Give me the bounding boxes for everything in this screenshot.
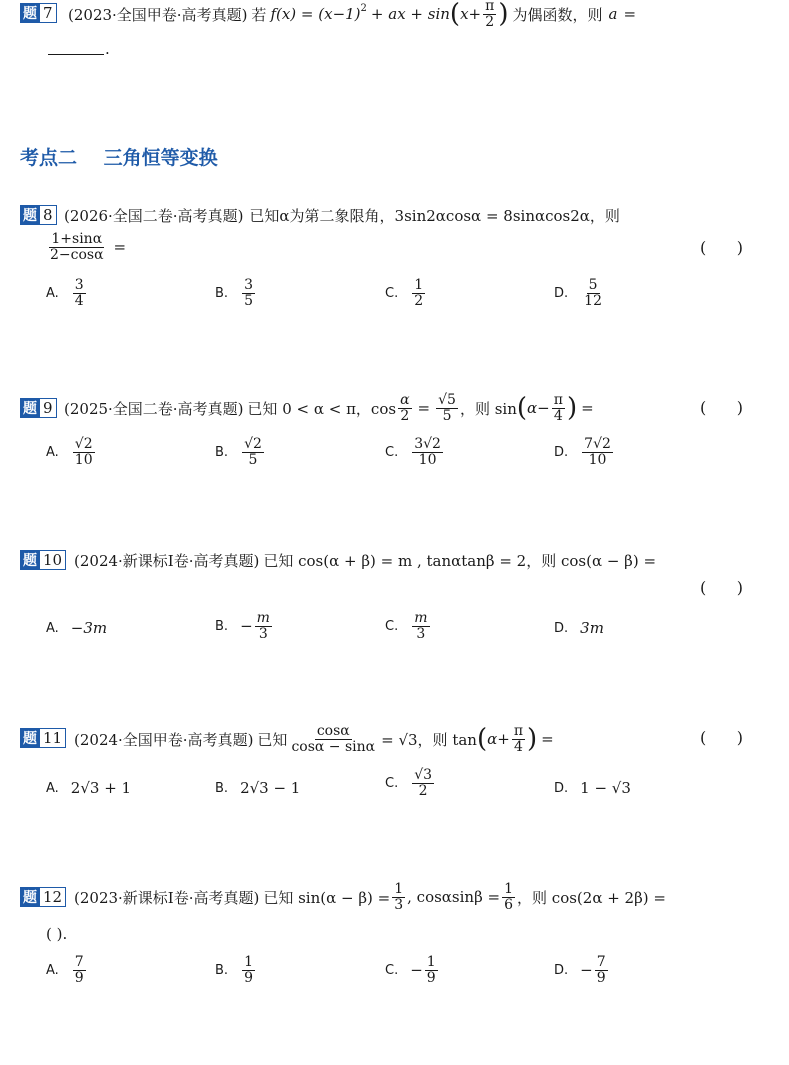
fraction-denominator: 10 <box>74 451 93 468</box>
option-c[interactable] <box>385 437 445 467</box>
option-sign: − <box>580 961 593 980</box>
fraction-numerator: π <box>485 0 495 14</box>
math-fraction <box>392 882 405 912</box>
option-d[interactable] <box>554 437 615 467</box>
fraction-denominator: 12 <box>584 292 602 309</box>
paren-open: ( <box>476 724 488 754</box>
paren-open: ( <box>516 393 528 423</box>
fraction-denominator: 6 <box>504 896 514 913</box>
fraction-denominator: 3 <box>416 625 426 642</box>
math-fraction <box>512 724 525 754</box>
question-10-stem <box>74 549 656 571</box>
question-9-badge <box>20 398 57 418</box>
option-c[interactable] <box>385 611 432 641</box>
fraction-numerator: 7 <box>596 954 606 970</box>
fraction-denominator: 3 <box>258 625 268 642</box>
fraction-denominator: 9 <box>74 969 84 986</box>
paren-close: ) <box>498 0 509 29</box>
fraction-numerator: 1 <box>504 880 514 897</box>
math-fraction <box>398 393 411 423</box>
fraction-denominator: 4 <box>513 738 523 755</box>
fraction-numerator: √5 <box>438 391 456 408</box>
fraction-numerator: 3 <box>244 277 253 293</box>
math-fraction <box>242 278 255 308</box>
option-label: B. <box>215 285 229 301</box>
question-8-expression <box>46 232 126 262</box>
math-var: a <box>608 5 618 23</box>
option-label: B. <box>215 618 229 634</box>
fraction-denominator: 9 <box>244 969 253 986</box>
question-7-stem <box>68 0 637 30</box>
math-fraction <box>483 0 496 29</box>
math-expr: α+ <box>487 730 510 748</box>
fraction-denominator: 9 <box>596 969 606 986</box>
question-11-badge <box>20 728 66 748</box>
option-d[interactable] <box>554 777 631 799</box>
math-fraction <box>436 393 458 423</box>
option-sign: − <box>410 961 423 980</box>
question-number: 12 <box>40 887 66 907</box>
question-9-stem <box>64 388 594 428</box>
question-12-stem <box>74 877 666 917</box>
math-fraction <box>582 437 613 467</box>
fraction-numerator: 5 <box>588 277 598 293</box>
option-label: D. <box>554 620 569 636</box>
fraction-denominator: 4 <box>553 407 563 424</box>
option-label: A. <box>46 780 59 796</box>
option-d[interactable] <box>554 955 610 985</box>
fraction-numerator: √2 <box>74 436 93 452</box>
answer-bracket[interactable]: ( ) <box>700 238 743 257</box>
question-number: 8 <box>40 205 57 225</box>
fraction-denominator: 2 <box>414 292 424 309</box>
math-fraction <box>255 611 272 641</box>
fraction-denominator: 5 <box>442 407 452 424</box>
question-7-badge <box>20 3 57 23</box>
question-8-stem <box>64 204 620 226</box>
option-text: −3m <box>70 619 108 637</box>
question-source: (2023·新课标I卷·高考真题) <box>74 888 260 907</box>
fraction-denominator: 2 <box>485 13 495 30</box>
badge-label: 题 <box>20 3 40 23</box>
answer-bracket[interactable]: ( ) <box>700 728 743 747</box>
math-eq: = <box>417 399 431 417</box>
math-fraction <box>502 882 515 912</box>
option-b[interactable] <box>215 437 266 467</box>
question-source: (2025·全国二卷·高考真题) <box>64 399 244 418</box>
stem-text: 已知 <box>257 730 288 749</box>
question-source: (2024·新课标I卷·高考真题) <box>74 551 260 570</box>
math-expr: f(x) = (x−1) <box>270 5 361 23</box>
fraction-denominator: 2−cosα <box>50 246 104 263</box>
stem-text: ，则 sin <box>459 399 517 418</box>
question-8-badge <box>20 205 57 225</box>
question-source: (2026·全国二卷·高考真题) <box>64 206 244 225</box>
option-text: 3m <box>580 619 604 637</box>
math-fraction <box>242 437 264 467</box>
option-a[interactable] <box>46 777 131 799</box>
option-label: D. <box>554 780 569 796</box>
option-a[interactable] <box>46 617 107 639</box>
option-label: B. <box>215 780 229 796</box>
option-label: C. <box>385 444 399 460</box>
option-label: B. <box>215 962 229 978</box>
question-number: 10 <box>40 550 66 570</box>
option-label: C. <box>385 962 399 978</box>
math-expr: + ax + sin <box>370 5 450 23</box>
paren-close: ) <box>527 724 538 754</box>
answer-bracket[interactable]: ( ). <box>46 925 68 943</box>
fraction-numerator: 1+sinα <box>51 231 103 247</box>
option-b[interactable] <box>215 611 274 641</box>
stem-text: = √3，则 tan <box>381 730 477 749</box>
option-c[interactable] <box>385 955 440 985</box>
question-10-badge <box>20 550 66 570</box>
option-label: D. <box>554 962 569 978</box>
math-fraction <box>425 955 438 985</box>
option-a[interactable] <box>46 955 88 985</box>
fraction-numerator: π <box>553 391 563 408</box>
fraction-denominator: 2 <box>400 407 410 424</box>
math-fraction <box>412 278 425 308</box>
math-expr: x+ <box>460 5 482 23</box>
fraction-numerator: √3 <box>414 767 433 783</box>
fraction-denominator: 3 <box>394 896 404 913</box>
fraction-numerator: 1 <box>394 880 404 897</box>
option-a[interactable] <box>46 278 88 308</box>
math-fraction <box>552 393 565 423</box>
math-fraction <box>73 437 95 467</box>
math-fraction <box>412 611 429 641</box>
fraction-numerator: π <box>513 722 524 739</box>
fraction-numerator: 7√2 <box>584 436 611 452</box>
period: . <box>105 40 110 58</box>
option-label: A. <box>46 620 59 636</box>
fraction-numerator: α <box>400 391 410 408</box>
section-title: 三角恒等变换 <box>103 147 218 169</box>
option-label: A. <box>46 962 59 978</box>
option-label: A. <box>46 285 59 301</box>
badge-label: 题 <box>20 550 40 570</box>
math-eq: = <box>113 238 127 257</box>
stem-text: , cosαsinβ = <box>407 888 501 906</box>
fraction-denominator: 4 <box>74 292 84 309</box>
math-fraction <box>595 955 608 985</box>
stem-text: 已知 sin(α − β) = <box>263 888 391 907</box>
fraction-numerator: √2 <box>244 436 262 452</box>
fraction-denominator: 2 <box>418 782 428 799</box>
option-text: 1 − √3 <box>580 779 631 797</box>
fraction-numerator: 1 <box>426 954 436 970</box>
question-source: (2023·全国甲卷·高考真题) <box>68 5 248 24</box>
option-label: C. <box>385 618 399 634</box>
math-eq: = <box>581 399 594 417</box>
fraction-numerator: cosα <box>316 722 350 739</box>
fraction-numerator: m <box>256 610 270 626</box>
stem-text: 为偶函数，则 <box>512 5 603 24</box>
option-d[interactable] <box>554 617 604 639</box>
fraction-numerator: 3 <box>74 277 84 293</box>
stem-text: 已知 cos(α + β) = m , tanαtanβ = 2，则 cos(α − β) = <box>263 551 657 570</box>
question-source: (2024·全国甲卷·高考真题) <box>74 730 254 749</box>
option-d[interactable] <box>554 278 606 308</box>
fraction-denominator: cosα − sinα <box>291 738 376 755</box>
fraction-denominator: 5 <box>248 451 258 468</box>
fraction-numerator: m <box>414 610 428 626</box>
option-sign: − <box>240 617 253 636</box>
math-fraction <box>412 768 434 798</box>
math-eq: = <box>623 5 637 23</box>
option-label: C. <box>385 285 399 301</box>
answer-bracket[interactable]: ( ) <box>700 578 743 597</box>
fraction-denominator: 10 <box>418 451 437 468</box>
option-b[interactable] <box>215 955 257 985</box>
option-label: A. <box>46 444 59 460</box>
stem-text: 已知α为第二象限角，3sin2αcosα = 8sinαcos2α，则 <box>249 206 620 225</box>
option-label: B. <box>215 444 229 460</box>
paren-close: ) <box>566 393 578 423</box>
badge-label: 题 <box>20 887 40 907</box>
question-number: 11 <box>40 728 66 748</box>
math-fraction <box>242 955 255 985</box>
option-b[interactable] <box>215 278 257 308</box>
question-number: 9 <box>40 398 57 418</box>
answer-bracket[interactable]: ( ) <box>700 398 743 417</box>
option-label: C. <box>385 775 399 791</box>
math-expr: α− <box>527 399 550 417</box>
option-text: 2√3 − 1 <box>240 779 301 797</box>
answer-blank[interactable] <box>48 54 104 55</box>
math-fraction <box>73 955 86 985</box>
fraction-numerator: 1 <box>244 954 253 970</box>
option-a[interactable] <box>46 437 97 467</box>
stem-text: ，则 cos(2α + 2β) = <box>517 888 666 907</box>
math-eq: = <box>541 730 554 748</box>
math-fraction <box>289 724 377 754</box>
math-fraction <box>73 278 86 308</box>
math-fraction <box>48 232 106 262</box>
fraction-denominator: 10 <box>588 451 607 468</box>
option-b[interactable] <box>215 777 300 799</box>
option-c[interactable] <box>385 768 436 798</box>
question-number: 7 <box>40 3 57 23</box>
stem-text: 已知 0 < α < π，cos <box>247 399 397 418</box>
fraction-numerator: 1 <box>414 277 424 293</box>
math-fraction <box>582 278 604 308</box>
fraction-numerator: 7 <box>74 954 84 970</box>
badge-label: 题 <box>20 728 40 748</box>
question-12-badge <box>20 887 66 907</box>
fraction-denominator: 9 <box>426 969 436 986</box>
stem-text: 若 <box>251 5 267 24</box>
option-c[interactable] <box>385 278 427 308</box>
badge-label: 题 <box>20 205 40 225</box>
option-label: D. <box>554 285 569 301</box>
fraction-numerator: 3√2 <box>414 436 441 452</box>
option-label: D. <box>554 444 569 460</box>
section-heading <box>20 143 218 170</box>
math-fraction <box>412 437 443 467</box>
paren-open: ( <box>449 0 461 29</box>
option-text: 2√3 + 1 <box>70 779 132 797</box>
question-11-stem <box>74 718 554 760</box>
section-label: 考点二 <box>20 147 78 169</box>
fraction-denominator: 5 <box>244 292 253 309</box>
math-exponent: 2 <box>360 2 367 14</box>
badge-label: 题 <box>20 398 40 418</box>
